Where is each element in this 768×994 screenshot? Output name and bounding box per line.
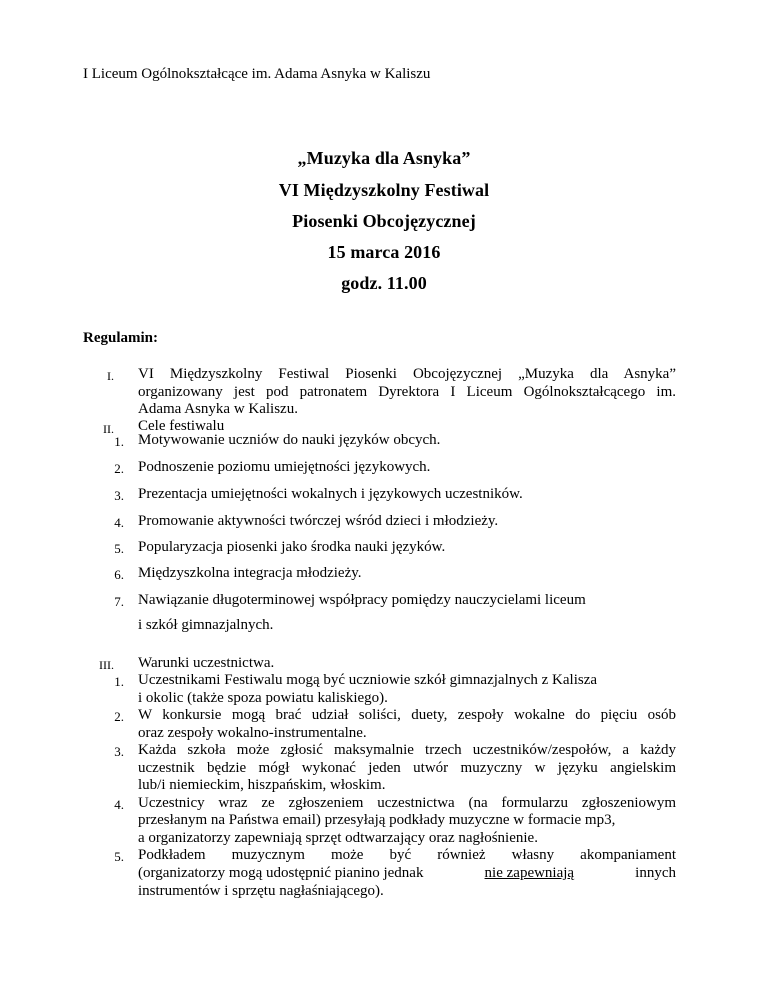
goal-item: Międzyszkolna integracja młodzieży. [138,565,362,581]
section-3-heading: Warunki uczestnictwa. [138,655,275,671]
condition-3-line-1: Każda szkoła może zgłosić maksymalnie trzech uczestników/zespołów, a każdy [138,742,676,758]
goal-number: 2. [114,461,124,476]
goal-item: Prezentacja umiejętności wokalnych i językowych uczestników. [138,486,523,502]
section-3-numeral: III. [99,658,114,672]
school-name: I Liceum Ogólnokształcące im. Adama Asnyka w Kaliszu [83,66,431,82]
goal-item: Motywowanie uczniów do nauki języków obcych. [138,432,441,448]
goal-number: 7. [114,594,124,609]
condition-3-line-3: lub/i niemieckim, hiszpańskim, włoskim. [138,777,386,793]
section-2-numeral: II. [103,422,114,436]
section-1-line-1: VI Międzyszkolny Festiwal Piosenki Obcojęzycznej „Muzyka dla Asnyka” [138,366,676,382]
section-1-numeral: I. [107,369,114,383]
festival-title: „Muzyka dla Asnyka” [297,148,471,168]
festival-time: godz. 11.00 [341,273,427,293]
festival-subtitle-2: Piosenki Obcojęzycznej [292,211,476,231]
goal-item: Popularyzacja piosenki jako środka nauki języków. [138,539,446,555]
festival-subtitle-1: VI Międzyszkolny Festiwal [278,180,490,200]
condition-number: 5. [114,849,124,864]
goal-item: Promowanie aktywności twórczej wśród dzieci i młodzieży. [138,513,499,529]
condition-4-line-2: przesłanym na Państwa email) przesyłają podkłady muzyczne w formacie mp3, [138,812,616,828]
goal-number: 5. [114,541,124,556]
condition-3-line-2: uczestnik będzie mógł wykonać jeden utwór muzyczny w języku angielskim [138,760,676,776]
regulamin-heading: Regulamin: [83,330,158,346]
goal-number: 1. [114,434,124,449]
condition-5-line-1: Podkładem muzycznym może być również własny akompaniament [138,847,676,863]
condition-5-line-2 [138,865,676,882]
condition-2-line-2: oraz zespoły wokalno-instrumentalne. [138,725,367,741]
condition-5-line-2-start: (organizatorzy mogą udostępnić pianino jednak [138,865,424,881]
goal-number: 4. [114,515,124,530]
condition-1-line-1: Uczestnikami Festiwalu mogą być uczniowie szkół gimnazjalnych z Kalisza [138,672,598,688]
festival-date: 15 marca 2016 [327,242,441,262]
goal-item-continuation: i szkół gimnazjalnych. [138,617,274,633]
goal-item: Podnoszenie poziomu umiejętności językowych. [138,459,431,475]
section-1-line-3: Adama Asnyka w Kaliszu. [138,401,298,417]
condition-5-line-3: instrumentów i sprzętu nagłaśniającego). [138,883,384,899]
condition-4-line-1: Uczestnicy wraz ze zgłoszeniem uczestnictwa (na formularzu zgłoszeniowym [138,795,676,811]
condition-2-line-1: W konkursie mogą brać udział soliści, duety, zespoły wokalne do pięciu osób [138,707,676,723]
condition-5-emphasis: nie zapewniają [484,865,575,881]
goal-item: Nawiązanie długoterminowej współpracy pomiędzy nauczycielami liceum [138,592,586,608]
condition-number: 2. [114,709,124,724]
section-2-heading: Cele festiwalu [138,418,225,434]
condition-number: 4. [114,797,124,812]
condition-4-line-3: a organizatorzy zapewniają sprzęt odtwarzający oraz nagłośnienie. [138,830,538,846]
condition-number: 1. [114,674,124,689]
goal-number: 3. [114,488,124,503]
condition-5-line-2-end: innych [635,865,676,881]
goal-number: 6. [114,567,124,582]
section-1-line-2: organizowany jest pod patronatem Dyrektora I Liceum Ogólnokształcącego im. [138,384,676,400]
condition-number: 3. [114,744,124,759]
condition-1-line-2: i okolic (także spoza powiatu kaliskiego). [138,690,388,706]
